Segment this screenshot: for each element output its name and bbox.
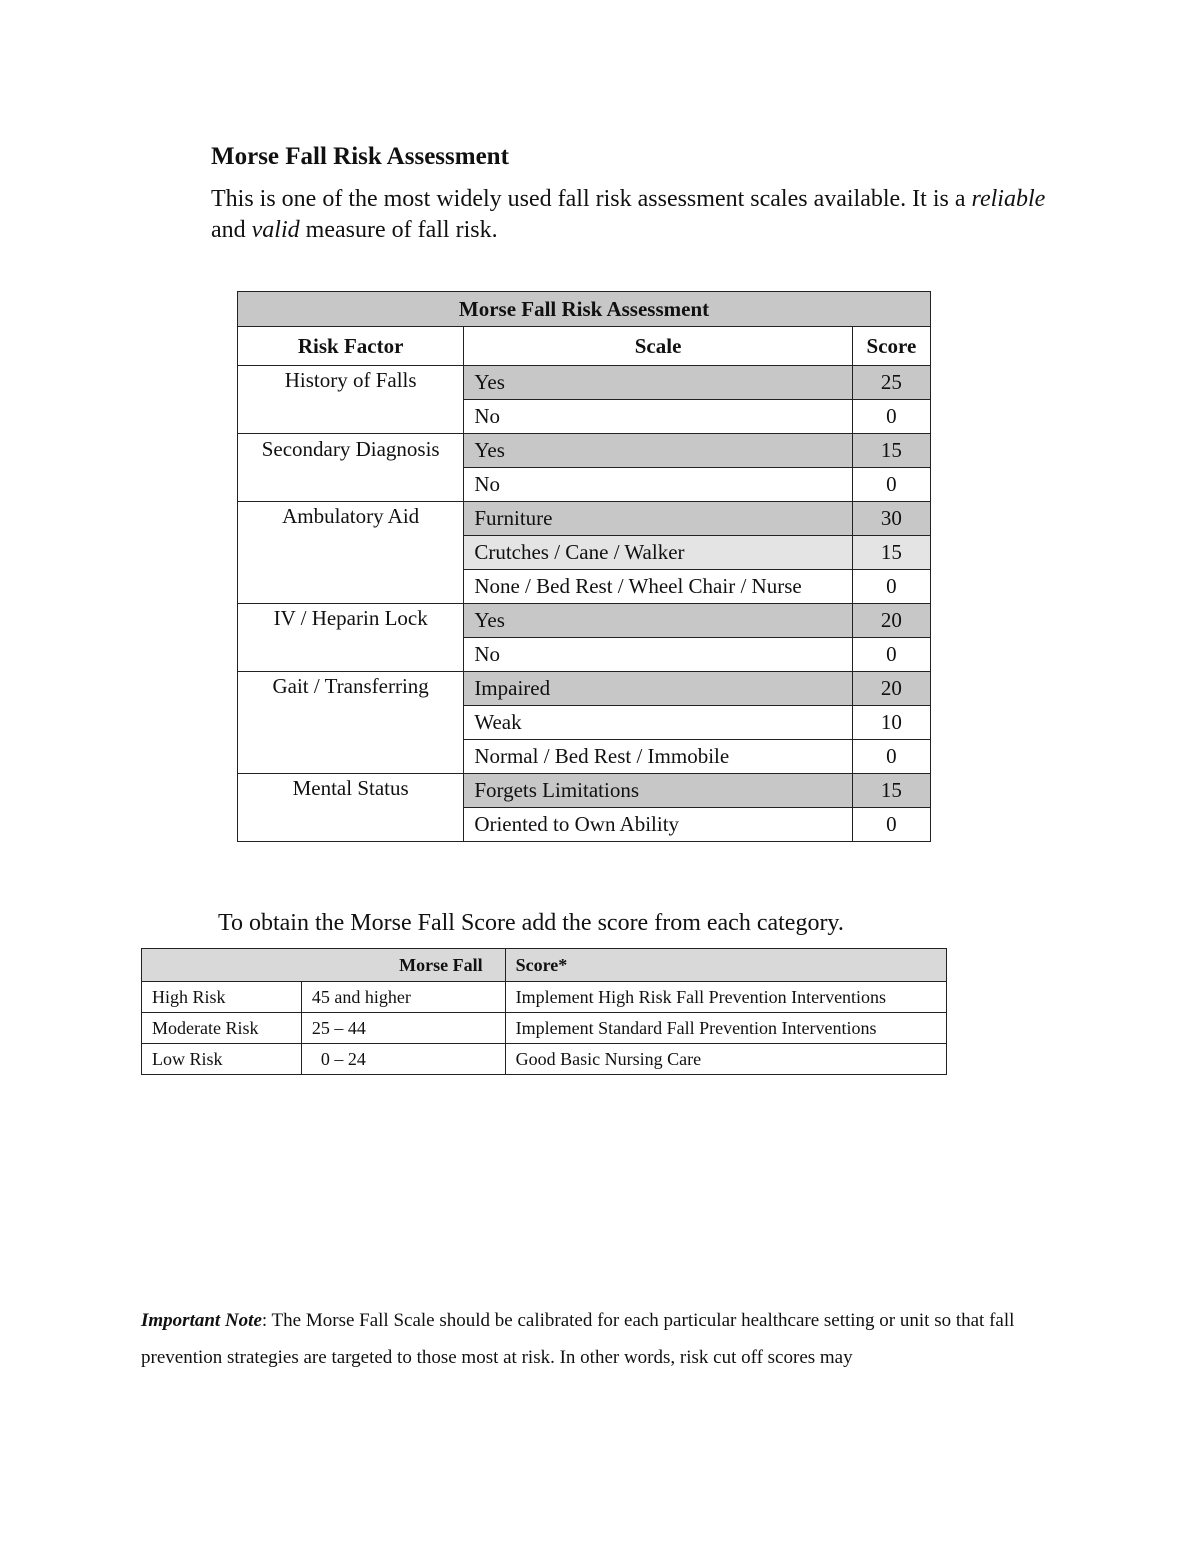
score-cell: 15	[852, 774, 930, 808]
intro-paragraph: This is one of the most widely used fall risk assessment scales available. It is a reliable and valid measure of fall risk.	[211, 186, 1046, 243]
scale-cell: Yes	[464, 434, 853, 468]
score-cell: 0	[852, 808, 930, 842]
score-range-cell: 25 – 44	[301, 1013, 505, 1044]
score-table-body	[142, 982, 947, 1075]
risk-factor-name: IV / Heparin Lock	[238, 604, 464, 672]
score-range-cell: 45 and higher	[301, 982, 505, 1013]
score-cell: 25	[852, 366, 930, 400]
scale-cell: Furniture	[464, 502, 853, 536]
score-cell: 0	[852, 468, 930, 502]
table-header-row	[142, 949, 947, 982]
table-row	[238, 604, 931, 638]
table-caption-row	[238, 292, 931, 327]
score-interpretation-table	[141, 948, 947, 1075]
risk-factor-name: Gait / Transferring	[238, 672, 464, 774]
score-cell: 15	[852, 434, 930, 468]
score-cell: 10	[852, 706, 930, 740]
page-title: Morse Fall Risk Assessment	[211, 143, 509, 170]
column-header-morse-fall: Morse Fall	[142, 949, 506, 982]
important-note	[141, 1302, 1061, 1376]
risk-factor-table	[237, 291, 931, 842]
score-cell: 15	[852, 536, 930, 570]
risk-level-cell: Moderate Risk	[142, 1013, 302, 1044]
action-cell: Implement Standard Fall Prevention Interventions	[505, 1013, 946, 1044]
scale-cell: No	[464, 468, 853, 502]
table-row	[142, 1044, 947, 1075]
table-row	[238, 366, 931, 400]
scale-cell: Oriented to Own Ability	[464, 808, 853, 842]
scale-cell: Weak	[464, 706, 853, 740]
action-cell: Good Basic Nursing Care	[505, 1044, 946, 1075]
note-label: Important Note	[141, 1310, 262, 1331]
note-text: : The Morse Fall Scale should be calibrated for each particular healthcare setting or unit so that fall prevention strategies are targeted to those most at risk. In other words, risk cut off scores may	[141, 1310, 1015, 1368]
score-instruction: To obtain the Morse Fall Score add the score from each category.	[218, 910, 844, 936]
score-cell: 20	[852, 672, 930, 706]
emphasis-valid: valid	[251, 217, 300, 243]
score-cell: 0	[852, 400, 930, 434]
risk-level-cell: Low Risk	[142, 1044, 302, 1075]
score-cell: 0	[852, 638, 930, 672]
scale-cell: Normal / Bed Rest / Immobile	[464, 740, 853, 774]
table-header-row	[238, 327, 931, 366]
column-header-score: Score	[852, 327, 930, 366]
risk-level-cell: High Risk	[142, 982, 302, 1013]
risk-table-body	[238, 366, 931, 842]
scale-cell: Yes	[464, 366, 853, 400]
score-range-cell: 0 – 24	[301, 1044, 505, 1075]
column-header-score: Score*	[505, 949, 946, 982]
risk-factor-name: History of Falls	[238, 366, 464, 434]
scale-cell: Yes	[464, 604, 853, 638]
scale-cell: Forgets Limitations	[464, 774, 853, 808]
table-row	[238, 434, 931, 468]
table-row	[142, 982, 947, 1013]
score-cell: 0	[852, 570, 930, 604]
table-caption: Morse Fall Risk Assessment	[238, 292, 931, 327]
score-cell: 30	[852, 502, 930, 536]
risk-factor-name: Secondary Diagnosis	[238, 434, 464, 502]
score-cell: 20	[852, 604, 930, 638]
table-row	[142, 1013, 947, 1044]
scale-cell: No	[464, 638, 853, 672]
table-row	[238, 502, 931, 536]
risk-factor-name: Ambulatory Aid	[238, 502, 464, 604]
score-cell: 0	[852, 740, 930, 774]
scale-cell: None / Bed Rest / Wheel Chair / Nurse	[464, 570, 853, 604]
scale-cell: Crutches / Cane / Walker	[464, 536, 853, 570]
table-row	[238, 774, 931, 808]
action-cell: Implement High Risk Fall Prevention Interventions	[505, 982, 946, 1013]
column-header-risk-factor: Risk Factor	[238, 327, 464, 366]
risk-factor-name: Mental Status	[238, 774, 464, 842]
scale-cell: Impaired	[464, 672, 853, 706]
scale-cell: No	[464, 400, 853, 434]
table-row	[238, 672, 931, 706]
emphasis-reliable: reliable	[971, 186, 1046, 212]
column-header-scale: Scale	[464, 327, 853, 366]
